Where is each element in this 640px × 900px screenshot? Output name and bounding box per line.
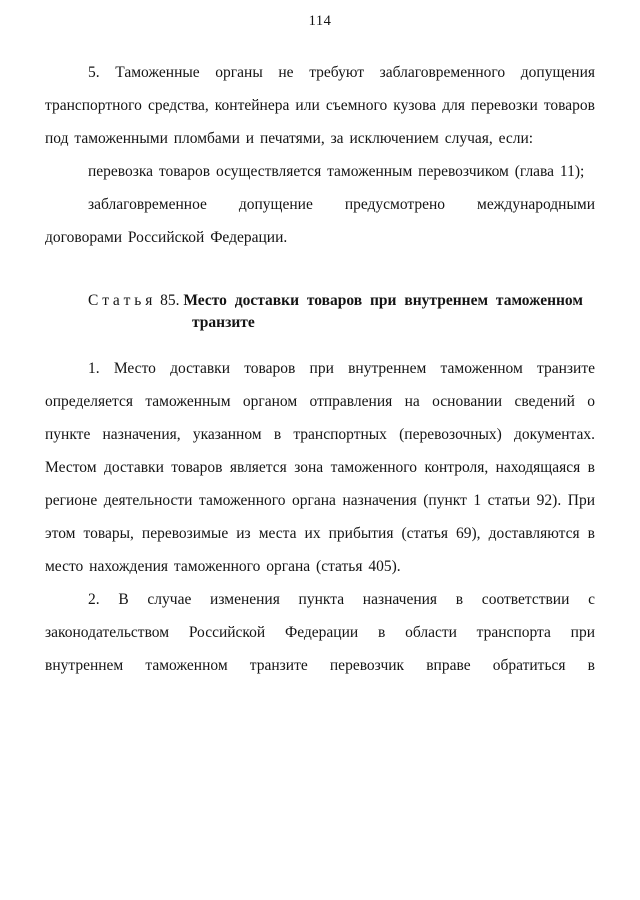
body-paragraph: 2. В случае изменения пункта назначения в соответствии с законодательством Российской Федерации в области транспорта при внутреннем таможенном транзите перевозчик вправе обратиться в — [45, 591, 595, 674]
article-number-label: С т а т ь я 85. — [88, 292, 180, 309]
body-paragraph: 5. Таможенные органы не требуют заблаговременного допущения транспортного средства, контейнера или съемного кузова для перевозки товаров под таможенными пломбами и печатями, за исключением случая, если: — [45, 64, 595, 147]
body-paragraph: заблаговременное допущение предусмотрено международными договорами Российской Федерации. — [45, 196, 595, 246]
article-heading — [45, 290, 595, 334]
body-paragraph: перевозка товаров осуществляется таможенным перевозчиком (глава 11); — [88, 163, 585, 180]
page-number: 114 — [308, 13, 332, 29]
article-title: Место доставки товаров при внутреннем таможенном транзите — [183, 292, 583, 331]
body-paragraph: 1. Место доставки товаров при внутреннем таможенном транзите определяется таможенным органом отправления на основании сведений о пункте назначения, указанном в транспортных (перевозочных) документах. Местом доставки товаров является зона таможенного контроля, находящаяся в регионе деятельности таможенного органа назначения (пункт 1 статьи 92). При этом товары, перевозимые из места их прибытия (статья 69), доставляются в место нахождения таможенного органа (статья 405). — [45, 360, 595, 575]
